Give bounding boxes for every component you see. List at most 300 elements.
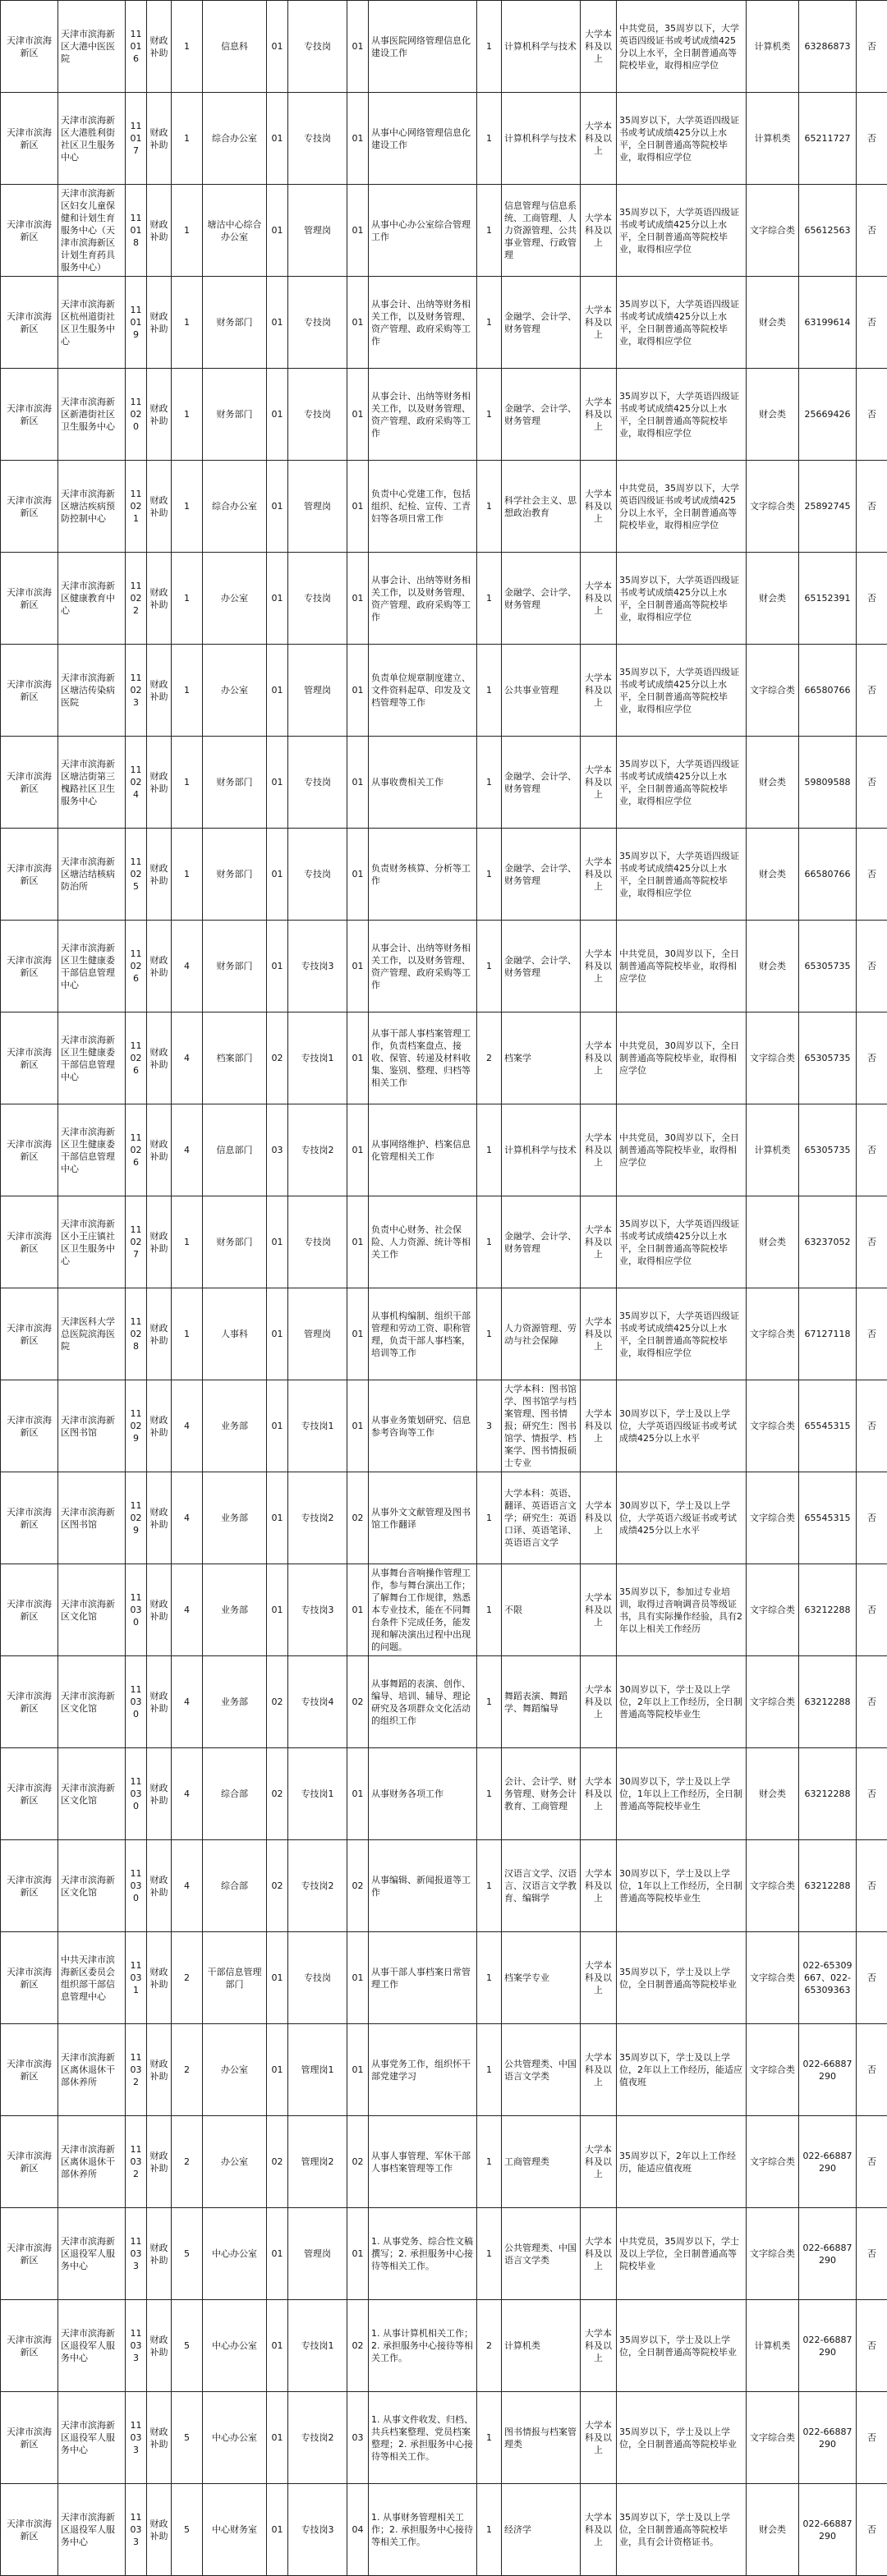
area-cell: 天津市滨海新区 bbox=[1, 553, 58, 645]
conditions-cell: 35周岁以下，大学英语四级证书或考试成绩425分以上水平，全日制普通高等院校毕业，取得相应学位 bbox=[617, 829, 747, 921]
phone-cell: 65545315 bbox=[799, 1472, 857, 1564]
exam-type-cell: 文字综合类 bbox=[747, 461, 799, 553]
phone-cell: 65612563 bbox=[799, 185, 857, 277]
table-row bbox=[1, 1380, 887, 1472]
remark-cell: 否 bbox=[857, 2116, 887, 2208]
unit-cell: 天津市滨海新区离休退休干部休养所 bbox=[58, 2024, 126, 2116]
phone-cell: 022-66887290 bbox=[799, 2024, 857, 2116]
unit-cell: 天津医科大学总医院滨海医院 bbox=[58, 1288, 126, 1380]
table-row bbox=[1, 2484, 887, 2576]
count-cell: 1 bbox=[477, 1196, 502, 1288]
post-code-cell: 01 bbox=[347, 553, 369, 645]
phone-cell: 66580766 bbox=[799, 645, 857, 737]
dept-cell: 办公室 bbox=[203, 553, 267, 645]
post-code-cell: 01 bbox=[347, 829, 369, 921]
unit-code-cell: 11032 bbox=[126, 2024, 147, 2116]
area-cell: 天津市滨海新区 bbox=[1, 1748, 58, 1840]
level-cell: 4 bbox=[172, 1748, 203, 1840]
unit-cell: 天津市滨海新区退役军人服务中心 bbox=[58, 2300, 126, 2392]
post-type-cell: 专技岗 bbox=[288, 1196, 347, 1288]
remark-cell: 否 bbox=[857, 1, 887, 93]
level-cell: 4 bbox=[172, 1656, 203, 1748]
dept-code-cell: 01 bbox=[267, 93, 288, 185]
level-cell: 5 bbox=[172, 2300, 203, 2392]
education-cell: 大学本科及以上 bbox=[581, 2392, 617, 2484]
count-cell: 1 bbox=[477, 2484, 502, 2576]
remark-cell: 否 bbox=[857, 737, 887, 829]
area-cell: 天津市滨海新区 bbox=[1, 1104, 58, 1196]
table-row bbox=[1, 737, 887, 829]
count-cell: 2 bbox=[477, 1012, 502, 1104]
education-cell: 大学本科及以上 bbox=[581, 1748, 617, 1840]
remark-cell: 否 bbox=[857, 921, 887, 1012]
area-cell: 天津市滨海新区 bbox=[1, 1564, 58, 1656]
conditions-cell: 中共党员，30周岁以下，全日制普通高等院校毕业，取得相应学位 bbox=[617, 1104, 747, 1196]
phone-cell: 67127118 bbox=[799, 1288, 857, 1380]
dept-cell: 办公室 bbox=[203, 2116, 267, 2208]
unit-code-cell: 11033 bbox=[126, 2392, 147, 2484]
education-cell: 大学本科及以上 bbox=[581, 93, 617, 185]
level-cell: 5 bbox=[172, 2208, 203, 2300]
conditions-cell: 35周岁以下，大学英语四级证书或考试成绩425分以上水平，全日制普通高等院校毕业，取得相应学位 bbox=[617, 369, 747, 461]
table-row bbox=[1, 1840, 887, 1932]
exam-type-cell: 计算机类 bbox=[747, 93, 799, 185]
conditions-cell: 35周岁以下，大学英语四级证书或考试成绩425分以上水平，全日制普通高等院校毕业，取得相应学位 bbox=[617, 553, 747, 645]
level-cell: 1 bbox=[172, 1196, 203, 1288]
dept-cell: 财务部门 bbox=[203, 1196, 267, 1288]
level-cell: 1 bbox=[172, 645, 203, 737]
duty-cell: 从事舞蹈的表演、创作、编导、培训、辅导、理论研究及各项群众文化活动的组织工作 bbox=[369, 1656, 477, 1748]
duty-cell: 从事业务策划研究、信息参考咨询等工作 bbox=[369, 1380, 477, 1472]
conditions-cell: 30周岁以下，学士及以上学位，大学英语四级证书或考试成绩425分以上水平 bbox=[617, 1380, 747, 1472]
education-cell: 大学本科及以上 bbox=[581, 277, 617, 369]
count-cell: 1 bbox=[477, 645, 502, 737]
dept-code-cell: 01 bbox=[267, 1932, 288, 2024]
major-cell: 信息管理与信息系统、工商管理、人力资源管理、公共事业管理、行政管理 bbox=[502, 185, 581, 277]
education-cell: 大学本科及以上 bbox=[581, 1288, 617, 1380]
duty-cell: 从事舞台音响操作管理工作，参与舞台演出工作；了解舞台工作规律，熟悉本专业技术，能在不同舞台条件下完成任务，能发现和解决演出过程中出现的问题。 bbox=[369, 1564, 477, 1656]
table-row bbox=[1, 829, 887, 921]
level-cell: 2 bbox=[172, 2024, 203, 2116]
count-cell: 1 bbox=[477, 461, 502, 553]
dept-code-cell: 01 bbox=[267, 185, 288, 277]
post-code-cell: 01 bbox=[347, 1564, 369, 1656]
dept-cell: 办公室 bbox=[203, 2024, 267, 2116]
conditions-cell: 35周岁以下，参加过专业培训，取得过音响调音员等级证书，具有实际操作经验，具有2年以上相关工作经历 bbox=[617, 1564, 747, 1656]
duty-cell: 负责中心党建工作，包括组织、纪检、宣传、工青妇等各项日常工作 bbox=[369, 461, 477, 553]
unit-code-cell: 11027 bbox=[126, 1196, 147, 1288]
education-cell: 大学本科及以上 bbox=[581, 1012, 617, 1104]
post-type-cell: 专技岗2 bbox=[288, 1472, 347, 1564]
major-cell: 计算机科学与技术 bbox=[502, 93, 581, 185]
post-type-cell: 专技岗3 bbox=[288, 1564, 347, 1656]
duty-cell: 从事中心办公室综合管理工作 bbox=[369, 185, 477, 277]
funding-cell: 财政补助 bbox=[147, 93, 172, 185]
duty-cell: 1. 从事财务管理相关工作；2. 承担服务中心接待等相关工作。 bbox=[369, 2484, 477, 2576]
duty-cell: 从事人事管理、军休干部人事档案管理等工作 bbox=[369, 2116, 477, 2208]
conditions-cell: 中共党员，35周岁以下，学士及以上学位，全日制普通高等院校毕业 bbox=[617, 2208, 747, 2300]
remark-cell: 否 bbox=[857, 369, 887, 461]
duty-cell: 从事医院网络管理信息化建设工作 bbox=[369, 1, 477, 93]
unit-code-cell: 11028 bbox=[126, 1288, 147, 1380]
duty-cell: 从事干部人事档案日常管理工作 bbox=[369, 1932, 477, 2024]
exam-type-cell: 文字综合类 bbox=[747, 1840, 799, 1932]
duty-cell: 从事干部人事档案管理工作，负责档案盘点、接收、保管、转递及材料收集、鉴别、整理、归档等相关工作 bbox=[369, 1012, 477, 1104]
funding-cell: 财政补助 bbox=[147, 1104, 172, 1196]
unit-cell: 天津市滨海新区大港中医医院 bbox=[58, 1, 126, 93]
funding-cell: 财政补助 bbox=[147, 185, 172, 277]
dept-cell: 综合办公室 bbox=[203, 93, 267, 185]
funding-cell: 财政补助 bbox=[147, 2484, 172, 2576]
dept-cell: 综合部 bbox=[203, 1748, 267, 1840]
dept-cell: 财务部门 bbox=[203, 921, 267, 1012]
count-cell: 1 bbox=[477, 2392, 502, 2484]
funding-cell: 财政补助 bbox=[147, 1748, 172, 1840]
phone-cell: 022-66887290 bbox=[799, 2484, 857, 2576]
area-cell: 天津市滨海新区 bbox=[1, 1196, 58, 1288]
dept-cell: 业务部 bbox=[203, 1656, 267, 1748]
major-cell: 汉语言文学、汉语言、汉语言文学教育、编辑学 bbox=[502, 1840, 581, 1932]
post-type-cell: 专技岗3 bbox=[288, 921, 347, 1012]
duty-cell: 从事编辑、新闻报道等工作 bbox=[369, 1840, 477, 1932]
unit-code-cell: 11016 bbox=[126, 1, 147, 93]
unit-cell: 天津市滨海新区文化馆 bbox=[58, 1564, 126, 1656]
unit-cell: 天津市滨海新区离休退休干部休养所 bbox=[58, 2116, 126, 2208]
post-code-cell: 01 bbox=[347, 921, 369, 1012]
phone-cell: 63237052 bbox=[799, 1196, 857, 1288]
unit-code-cell: 11025 bbox=[126, 829, 147, 921]
count-cell: 1 bbox=[477, 1656, 502, 1748]
area-cell: 天津市滨海新区 bbox=[1, 1, 58, 93]
exam-type-cell: 计算机类 bbox=[747, 2300, 799, 2392]
remark-cell: 否 bbox=[857, 1380, 887, 1472]
unit-cell: 天津市滨海新区健康教育中心 bbox=[58, 553, 126, 645]
post-code-cell: 01 bbox=[347, 645, 369, 737]
remark-cell: 否 bbox=[857, 93, 887, 185]
area-cell: 天津市滨海新区 bbox=[1, 2484, 58, 2576]
remark-cell: 否 bbox=[857, 2300, 887, 2392]
major-cell: 计算机科学与技术 bbox=[502, 1, 581, 93]
post-type-cell: 管理岗 bbox=[288, 645, 347, 737]
exam-type-cell: 文字综合类 bbox=[747, 2024, 799, 2116]
dept-cell: 中心办公室 bbox=[203, 2208, 267, 2300]
post-type-cell: 专技岗 bbox=[288, 277, 347, 369]
phone-cell: 022-65309667、022-65309363 bbox=[799, 1932, 857, 2024]
funding-cell: 财政补助 bbox=[147, 2208, 172, 2300]
phone-cell: 66580766 bbox=[799, 829, 857, 921]
duty-cell: 1. 从事计算机相关工作；2. 承担服务中心接待等相关工作。 bbox=[369, 2300, 477, 2392]
education-cell: 大学本科及以上 bbox=[581, 369, 617, 461]
funding-cell: 财政补助 bbox=[147, 553, 172, 645]
level-cell: 1 bbox=[172, 369, 203, 461]
funding-cell: 财政补助 bbox=[147, 1, 172, 93]
dept-code-cell: 01 bbox=[267, 1380, 288, 1472]
education-cell: 大学本科及以上 bbox=[581, 829, 617, 921]
exam-type-cell: 财会类 bbox=[747, 1196, 799, 1288]
table-row bbox=[1, 185, 887, 277]
unit-cell: 天津市滨海新区图书馆 bbox=[58, 1472, 126, 1564]
dept-code-cell: 02 bbox=[267, 1748, 288, 1840]
count-cell: 1 bbox=[477, 1, 502, 93]
major-cell: 大学本科：图书馆学、图书馆学与档案管理、图书情报；研究生：图书馆学、情报学、档案学、图书情报硕士专业 bbox=[502, 1380, 581, 1472]
phone-cell: 022-66887290 bbox=[799, 2208, 857, 2300]
unit-cell: 天津市滨海新区卫生健康委干部信息管理中心 bbox=[58, 921, 126, 1012]
dept-code-cell: 01 bbox=[267, 2300, 288, 2392]
phone-cell: 022-66887290 bbox=[799, 2392, 857, 2484]
post-type-cell: 专技岗 bbox=[288, 553, 347, 645]
post-code-cell: 01 bbox=[347, 93, 369, 185]
exam-type-cell: 文字综合类 bbox=[747, 2392, 799, 2484]
conditions-cell: 30周岁以下，学士及以上学位，2年以上工作经历，全日制普通高等院校毕业生 bbox=[617, 1656, 747, 1748]
dept-cell: 财务部门 bbox=[203, 277, 267, 369]
unit-code-cell: 11023 bbox=[126, 645, 147, 737]
level-cell: 2 bbox=[172, 1932, 203, 2024]
education-cell: 大学本科及以上 bbox=[581, 1564, 617, 1656]
dept-cell: 中心办公室 bbox=[203, 2300, 267, 2392]
education-cell: 大学本科及以上 bbox=[581, 645, 617, 737]
phone-cell: 59809588 bbox=[799, 737, 857, 829]
count-cell: 1 bbox=[477, 1748, 502, 1840]
post-code-cell: 01 bbox=[347, 277, 369, 369]
dept-cell: 财务部门 bbox=[203, 369, 267, 461]
area-cell: 天津市滨海新区 bbox=[1, 1472, 58, 1564]
funding-cell: 财政补助 bbox=[147, 1472, 172, 1564]
post-type-cell: 专技岗1 bbox=[288, 1748, 347, 1840]
level-cell: 4 bbox=[172, 1840, 203, 1932]
area-cell: 天津市滨海新区 bbox=[1, 1656, 58, 1748]
exam-type-cell: 文字综合类 bbox=[747, 1472, 799, 1564]
funding-cell: 财政补助 bbox=[147, 461, 172, 553]
duty-cell: 从事会计、出纳等财务相关工作，以及财务管理、资产管理、政府采购等工作 bbox=[369, 277, 477, 369]
unit-code-cell: 11030 bbox=[126, 1656, 147, 1748]
level-cell: 4 bbox=[172, 1012, 203, 1104]
post-type-cell: 专技岗1 bbox=[288, 1380, 347, 1472]
funding-cell: 财政补助 bbox=[147, 645, 172, 737]
duty-cell: 从事党务工作，组织怀干部党建学习 bbox=[369, 2024, 477, 2116]
unit-cell: 天津市滨海新区卫生健康委干部信息管理中心 bbox=[58, 1012, 126, 1104]
count-cell: 1 bbox=[477, 1104, 502, 1196]
table-row bbox=[1, 369, 887, 461]
unit-code-cell: 11024 bbox=[126, 737, 147, 829]
exam-type-cell: 财会类 bbox=[747, 553, 799, 645]
conditions-cell: 中共党员，35周岁以下，大学英语四级证书或考试成绩425分以上水平，全日制普通高等院校毕业，取得相应学位 bbox=[617, 1, 747, 93]
duty-cell: 1. 从事党务、综合性文稿撰写；2. 承担服务中心接待等相关工作。 bbox=[369, 2208, 477, 2300]
conditions-cell: 35周岁以下，2年以上工作经历，能适应值夜班 bbox=[617, 2116, 747, 2208]
dept-cell: 财务部门 bbox=[203, 829, 267, 921]
phone-cell: 63212288 bbox=[799, 1564, 857, 1656]
post-type-cell: 专技岗 bbox=[288, 93, 347, 185]
area-cell: 天津市滨海新区 bbox=[1, 185, 58, 277]
conditions-cell: 35周岁以下，学士及以上学位，全日制普通高等院校毕业 bbox=[617, 2300, 747, 2392]
area-cell: 天津市滨海新区 bbox=[1, 369, 58, 461]
level-cell: 4 bbox=[172, 1104, 203, 1196]
area-cell: 天津市滨海新区 bbox=[1, 277, 58, 369]
education-cell: 大学本科及以上 bbox=[581, 2116, 617, 2208]
count-cell: 1 bbox=[477, 2208, 502, 2300]
area-cell: 天津市滨海新区 bbox=[1, 1840, 58, 1932]
remark-cell: 否 bbox=[857, 1656, 887, 1748]
level-cell: 1 bbox=[172, 461, 203, 553]
conditions-cell: 中共党员，35周岁以下，大学英语四级证书或考试成绩425分以上水平，全日制普通高等院校毕业，取得相应学位 bbox=[617, 461, 747, 553]
count-cell: 1 bbox=[477, 2116, 502, 2208]
phone-cell: 65305735 bbox=[799, 921, 857, 1012]
education-cell: 大学本科及以上 bbox=[581, 1932, 617, 2024]
post-type-cell: 专技岗 bbox=[288, 829, 347, 921]
exam-type-cell: 财会类 bbox=[747, 829, 799, 921]
table-row bbox=[1, 553, 887, 645]
duty-cell: 从事中心网络管理信息化建设工作 bbox=[369, 93, 477, 185]
count-cell: 1 bbox=[477, 277, 502, 369]
table-row bbox=[1, 93, 887, 185]
conditions-cell: 30周岁以下，学士及以上学位，1年以上工作经历，全日制普通高等院校毕业生 bbox=[617, 1748, 747, 1840]
remark-cell: 否 bbox=[857, 461, 887, 553]
dept-cell: 办公室 bbox=[203, 645, 267, 737]
dept-cell: 业务部 bbox=[203, 1564, 267, 1656]
dept-code-cell: 01 bbox=[267, 1564, 288, 1656]
unit-code-cell: 11031 bbox=[126, 1932, 147, 2024]
table-row bbox=[1, 2024, 887, 2116]
area-cell: 天津市滨海新区 bbox=[1, 1380, 58, 1472]
conditions-cell: 35周岁以下，大学英语四级证书或考试成绩425分以上水平，全日制普通高等院校毕业，取得相应学位 bbox=[617, 277, 747, 369]
phone-cell: 25892745 bbox=[799, 461, 857, 553]
funding-cell: 财政补助 bbox=[147, 2116, 172, 2208]
education-cell: 大学本科及以上 bbox=[581, 2208, 617, 2300]
dept-cell: 塘沽中心综合办公室 bbox=[203, 185, 267, 277]
table-row bbox=[1, 1656, 887, 1748]
count-cell: 1 bbox=[477, 829, 502, 921]
post-code-cell: 01 bbox=[347, 737, 369, 829]
area-cell: 天津市滨海新区 bbox=[1, 2392, 58, 2484]
unit-code-cell: 11020 bbox=[126, 369, 147, 461]
table-row bbox=[1, 921, 887, 1012]
post-code-cell: 02 bbox=[347, 1472, 369, 1564]
conditions-cell: 35周岁以下，学士及以上学位，全日制普通高等院校毕业 bbox=[617, 1932, 747, 2024]
duty-cell: 从事会计、出纳等财务相关工作，以及财务管理、资产管理、政府采购等工作 bbox=[369, 553, 477, 645]
unit-code-cell: 11026 bbox=[126, 1012, 147, 1104]
dept-code-cell: 01 bbox=[267, 1196, 288, 1288]
education-cell: 大学本科及以上 bbox=[581, 1656, 617, 1748]
remark-cell: 否 bbox=[857, 1104, 887, 1196]
post-code-cell: 01 bbox=[347, 1, 369, 93]
funding-cell: 财政补助 bbox=[147, 1288, 172, 1380]
remark-cell: 否 bbox=[857, 1840, 887, 1932]
remark-cell: 否 bbox=[857, 2392, 887, 2484]
funding-cell: 财政补助 bbox=[147, 1012, 172, 1104]
area-cell: 天津市滨海新区 bbox=[1, 461, 58, 553]
post-type-cell: 专技岗 bbox=[288, 737, 347, 829]
unit-code-cell: 11022 bbox=[126, 553, 147, 645]
duty-cell: 1. 从事文件收发、归档、共兵档案整理、党员档案整理；2. 承担服务中心接待等相关工作。 bbox=[369, 2392, 477, 2484]
post-type-cell: 管理岗 bbox=[288, 185, 347, 277]
table-row bbox=[1, 1748, 887, 1840]
duty-cell: 从事会计、出纳等财务相关工作，以及财务管理、资产管理、政府采购等工作 bbox=[369, 921, 477, 1012]
unit-cell: 天津市滨海新区塘沽疾病预防控制中心 bbox=[58, 461, 126, 553]
dept-cell: 业务部 bbox=[203, 1380, 267, 1472]
unit-cell: 天津市滨海新区文化馆 bbox=[58, 1840, 126, 1932]
remark-cell: 否 bbox=[857, 1288, 887, 1380]
phone-cell: 65211727 bbox=[799, 93, 857, 185]
phone-cell: 022-66887290 bbox=[799, 2116, 857, 2208]
dept-code-cell: 01 bbox=[267, 1472, 288, 1564]
conditions-cell: 35周岁以下，大学英语四级证书或考试成绩425分以上水平，全日制普通高等院校毕业，取得相应学位 bbox=[617, 737, 747, 829]
area-cell: 天津市滨海新区 bbox=[1, 645, 58, 737]
education-cell: 大学本科及以上 bbox=[581, 2484, 617, 2576]
exam-type-cell: 文字综合类 bbox=[747, 645, 799, 737]
remark-cell: 否 bbox=[857, 1748, 887, 1840]
table-row bbox=[1, 1012, 887, 1104]
conditions-cell: 35周岁以下，学士及以上学位，2年以上工作经历，能适应值夜班 bbox=[617, 2024, 747, 2116]
conditions-cell: 35周岁以下，大学英语四级证书或考试成绩425分以上水平，全日制普通高等院校毕业，取得相应学位 bbox=[617, 1196, 747, 1288]
conditions-cell: 35周岁以下，大学英语四级证书或考试成绩425分以上水平，全日制普通高等院校毕业，取得相应学位 bbox=[617, 93, 747, 185]
table-row bbox=[1, 2300, 887, 2392]
unit-code-cell: 11017 bbox=[126, 93, 147, 185]
funding-cell: 财政补助 bbox=[147, 277, 172, 369]
level-cell: 1 bbox=[172, 185, 203, 277]
major-cell: 金融学、会计学、财务管理 bbox=[502, 1196, 581, 1288]
duty-cell: 负责单位规章制度建立、文件资料起草、印发及文档管理等工作 bbox=[369, 645, 477, 737]
dept-code-cell: 01 bbox=[267, 645, 288, 737]
exam-type-cell: 文字综合类 bbox=[747, 2116, 799, 2208]
funding-cell: 财政补助 bbox=[147, 1196, 172, 1288]
area-cell: 天津市滨海新区 bbox=[1, 737, 58, 829]
dept-cell: 业务部 bbox=[203, 1472, 267, 1564]
dept-cell: 信息部门 bbox=[203, 1104, 267, 1196]
table-row bbox=[1, 1932, 887, 2024]
exam-type-cell: 财会类 bbox=[747, 737, 799, 829]
education-cell: 大学本科及以上 bbox=[581, 1472, 617, 1564]
remark-cell: 否 bbox=[857, 1472, 887, 1564]
count-cell: 1 bbox=[477, 93, 502, 185]
dept-code-cell: 01 bbox=[267, 737, 288, 829]
table-row bbox=[1, 1104, 887, 1196]
duty-cell: 负责财务核算、分析等工作 bbox=[369, 829, 477, 921]
major-cell: 计算机科学与技术 bbox=[502, 1104, 581, 1196]
funding-cell: 财政补助 bbox=[147, 369, 172, 461]
conditions-cell: 中共党员，30周岁以下，全日制普通高等院校毕业，取得相应学位 bbox=[617, 1012, 747, 1104]
area-cell: 天津市滨海新区 bbox=[1, 1012, 58, 1104]
remark-cell: 否 bbox=[857, 1196, 887, 1288]
table-row bbox=[1, 277, 887, 369]
funding-cell: 财政补助 bbox=[147, 2392, 172, 2484]
conditions-cell: 中共党员，30周岁以下，全日制普通高等院校毕业，取得相应学位 bbox=[617, 921, 747, 1012]
phone-cell: 25669426 bbox=[799, 369, 857, 461]
unit-cell: 天津市滨海新区塘沽传染病医院 bbox=[58, 645, 126, 737]
unit-code-cell: 11029 bbox=[126, 1472, 147, 1564]
dept-code-cell: 01 bbox=[267, 277, 288, 369]
education-cell: 大学本科及以上 bbox=[581, 185, 617, 277]
major-cell: 金融学、会计学、财务管理 bbox=[502, 277, 581, 369]
exam-type-cell: 计算机类 bbox=[747, 1104, 799, 1196]
dept-code-cell: 02 bbox=[267, 1012, 288, 1104]
table-row bbox=[1, 1, 887, 93]
exam-type-cell: 财会类 bbox=[747, 369, 799, 461]
unit-cell: 天津市滨海新区退役军人服务中心 bbox=[58, 2208, 126, 2300]
unit-code-cell: 11033 bbox=[126, 2208, 147, 2300]
major-cell: 金融学、会计学、财务管理 bbox=[502, 737, 581, 829]
level-cell: 4 bbox=[172, 1472, 203, 1564]
count-cell: 1 bbox=[477, 737, 502, 829]
post-code-cell: 01 bbox=[347, 461, 369, 553]
unit-code-cell: 11026 bbox=[126, 921, 147, 1012]
dept-code-cell: 02 bbox=[267, 1840, 288, 1932]
education-cell: 大学本科及以上 bbox=[581, 1, 617, 93]
post-type-cell: 专技岗1 bbox=[288, 2300, 347, 2392]
conditions-cell: 35周岁以下，大学英语四级证书或考试成绩425分以上水平，全日制普通高等院校毕业，取得相应学位 bbox=[617, 1288, 747, 1380]
unit-code-cell: 11021 bbox=[126, 461, 147, 553]
post-code-cell: 02 bbox=[347, 1656, 369, 1748]
table-row bbox=[1, 1196, 887, 1288]
level-cell: 1 bbox=[172, 829, 203, 921]
